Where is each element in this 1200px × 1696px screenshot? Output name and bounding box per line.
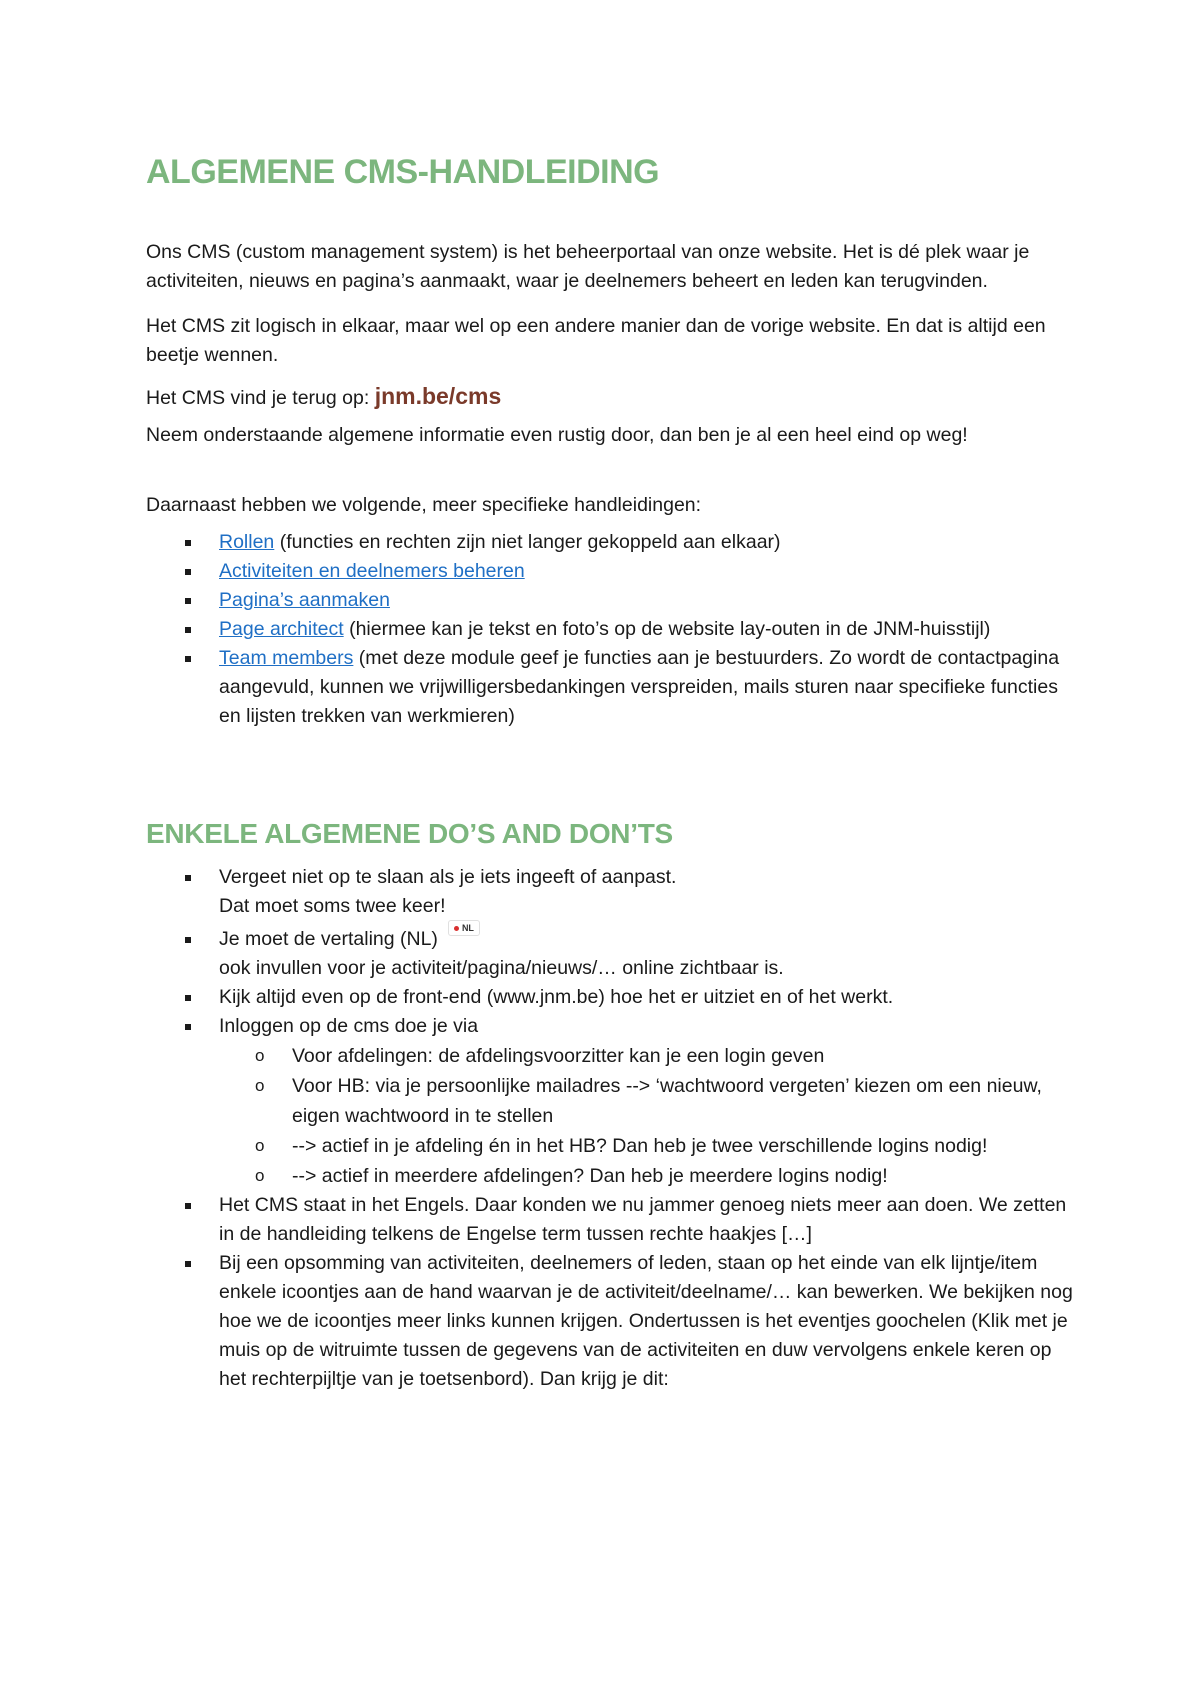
login-sublist [219,1041,1076,1191]
dos-item-5: Het CMS staat in het Engels. Daar konden we nu jammer genoeg niets meer aan doen. We zetten in de handleiding telkens de Engelse term tussen rechte haakjes […] [219,1194,1067,1245]
dos-item-6: Bij een opsomming van activiteiten, deelnemers of leden, staan op het einde van elk lijntje/item enkele icoontjes aan de hand waarvan je de activiteit/deelname/… kan bewerken. We bekijken nog hoe we de icoontjes meer links kunnen krijgen. Ondertussen is het eventjes goochelen (Klik met je muis op de witruimte tussen de gegevens van de activiteiten en duw vervolgens enkele keren op het rechterpijltje van je toetsenbord). Dan krijg je dit: [219,1252,1073,1390]
dos-item-2-line-1: Je moet de vertaling (NL) [219,928,438,950]
link-activiteiten[interactable]: Activiteiten en deelnemers beheren [219,560,525,582]
list-item [146,644,1076,731]
cms-url: jnm.be/cms [374,383,502,409]
section-2-heading-wrap [146,815,1076,853]
list-item-text: (functies en rechten zijn niet langer gekoppeld aan elkaar) [274,531,781,553]
cms-location-text: Het CMS vind je terug op: [146,387,375,409]
link-rollen[interactable]: Rollen [219,531,275,553]
page-title: ALGEMENE CMS-HANDLEIDING [146,153,660,191]
dos-item-1-line-2: Dat moet soms twee keer! [219,895,446,917]
list-item [146,528,1076,557]
list-item [146,925,1076,983]
section-title: ENKELE ALGEMENE DO’S AND DON’TS [146,818,673,849]
list-item [146,615,1076,644]
nl-badge-label: NL [461,923,474,933]
list-item-text: (hiermee kan je tekst en foto’s op de website lay-outen in de JNM-huisstijl) [343,618,991,640]
list-item [146,1191,1076,1249]
list-item [146,586,1076,615]
intro-paragraph-1: Ons CMS (custom management system) is het beheerportaal van onze website. Het is dé plek waar je activiteiten, nieuws en pagina’s aanmaakt, waar je deelnemers beheert en leden kan terugvinden. [146,241,1030,292]
list-item [146,1012,1076,1191]
manuals-list [146,528,1076,731]
dos-item-3: Kijk altijd even op de front-end (www.jnm.be) hoe het er uitziet en of het werkt. [219,986,894,1008]
sub-list-item: o Voor HB: via je persoonlijke mailadres --> ‘wachtwoord vergeten’ kiezen om een nieuw, eigen wachtwoord in te stellen [219,1071,1076,1131]
document-content [146,150,1076,1394]
dos-list [146,863,1076,1394]
sub-list-item: o Voor afdelingen: de afdelingsvoorzitter kan je een login geven [219,1041,1076,1071]
list-item [146,557,1076,586]
sub-list-item: o --> actief in meerdere afdelingen? Dan heb je meerdere logins nodig! [219,1161,1076,1191]
dos-item-1-line-1: Vergeet niet op te slaan als je iets ingeeft of aanpast. [219,866,677,888]
link-team-members[interactable]: Team members [219,647,354,669]
list-item [146,863,1076,921]
dos-item-4: Inloggen op de cms doe je via [219,1015,479,1037]
manuals-intro: Daarnaast hebben we volgende, meer specifieke handleidingen: [146,494,702,516]
list-item-text: (met deze module geef je functies aan je bestuurders. Zo wordt de contactpagina aangevuld, kunnen we vrijwilligersbedankingen verspreiden, mails sturen naar specifieke functies en lijsten trekken van werkmieren) [219,647,1060,727]
link-paginas[interactable]: Pagina’s aanmaken [219,589,390,611]
sub-list-item: o --> actief in je afdeling én in het HB? Dan heb je twee verschillende logins nodig! [219,1131,1076,1161]
list-item [146,1249,1076,1394]
red-dot-icon [454,926,459,931]
nl-translation-badge [448,920,480,936]
intro-paragraph-4: Neem onderstaande algemene informatie even rustig door, dan ben je al een heel eind op weg! [146,424,968,446]
intro-paragraph-3 [146,382,1076,413]
dos-item-2-line-2: ook invullen voor je activiteit/pagina/nieuws/… online zichtbaar is. [219,957,784,979]
list-item [146,983,1076,1012]
link-page-architect[interactable]: Page architect [219,618,344,640]
intro-paragraph-2: Het CMS zit logisch in elkaar, maar wel op een andere manier dan de vorige website. En dat is altijd een beetje wennen. [146,315,1046,366]
